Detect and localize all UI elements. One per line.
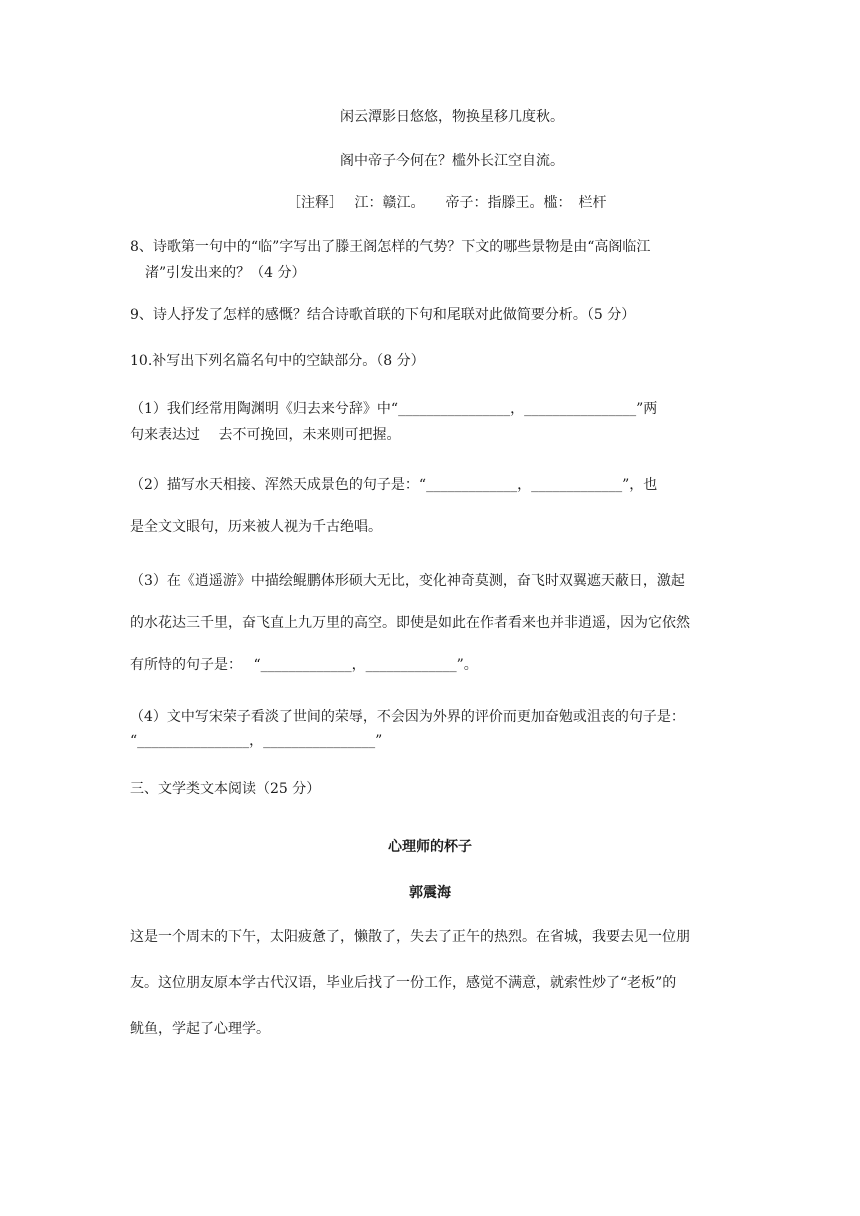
section-3-heading: 三、文学类文本阅读（25 分） — [130, 781, 321, 797]
question-10-3-line-2: 的水花达三千里，奋飞直上九万里的高空。即使是如此在作者看来也并非逍遥，因为它依然 — [130, 615, 690, 631]
question-10-1-line-2: 句来表达过 去不可挽回，未来则可把握。 — [130, 427, 401, 443]
article-line-2: 友。这位朋友原本学古代汉语，毕业后找了一份工作，感觉不满意，就索性炒了“老板”的 — [130, 975, 677, 991]
article-line-1: 这是一个周末的下午，太阳疲惫了，懒散了，失去了正午的热烈。在省城，我要去见一位朋 — [130, 929, 690, 945]
question-8-line-2: 渚”引发出来的？（4 分） — [145, 265, 306, 281]
article-title: 心理师的杯子 — [388, 839, 472, 855]
question-10-2-line-1: （2）描写水天相接、浑然天成景色的句子是：“_____________，_____________”，也 — [130, 477, 658, 493]
poem-line-2: 阁中帝子今何在？槛外长江空自流。 — [340, 153, 564, 169]
poem-line-1: 闲云潭影日悠悠，物换星移几度秋。 — [340, 109, 564, 125]
question-10-4-line-2: “________________，________________” — [130, 733, 383, 749]
article-author: 郭震海 — [409, 885, 451, 901]
article-line-3: 鱿鱼，学起了心理学。 — [130, 1021, 270, 1037]
question-8-line-1: 8、诗歌第一句中的“临”字写出了滕王阁怎样的气势？下文的哪些景物是由“高阁临江 — [130, 239, 651, 255]
question-10-4-line-1: （4）文中写宋荣子看淡了世间的荣辱，不会因为外界的评价而更加奋勉或沮丧的句子是： — [130, 709, 685, 725]
question-10-2-line-2: 是全文文眼句，历来被人视为千古绝唱。 — [130, 519, 382, 535]
question-10-3-line-1: （3）在《逍遥游》中描绘鲲鹏体形硕大无比，变化神奇莫测，奋飞时双翼遮天蔽日，激起 — [130, 573, 685, 589]
question-10: 10.补写出下列名篇名句中的空缺部分。（8 分） — [130, 353, 425, 369]
poem-annotation: ［注释］ 江：赣江。 帝子：指滕王。槛： 栏杆 — [287, 195, 607, 211]
question-9: 9、诗人抒发了怎样的感慨？结合诗歌首联的下句和尾联对此做简要分析。（5 分） — [130, 307, 636, 323]
question-10-1-line-1: （1）我们经常用陶渊明《归去来兮辞》中“________________，________________”两 — [130, 401, 658, 417]
question-10-3-line-3: 有所恃的句子是： “_____________，_____________”。 — [130, 657, 478, 673]
